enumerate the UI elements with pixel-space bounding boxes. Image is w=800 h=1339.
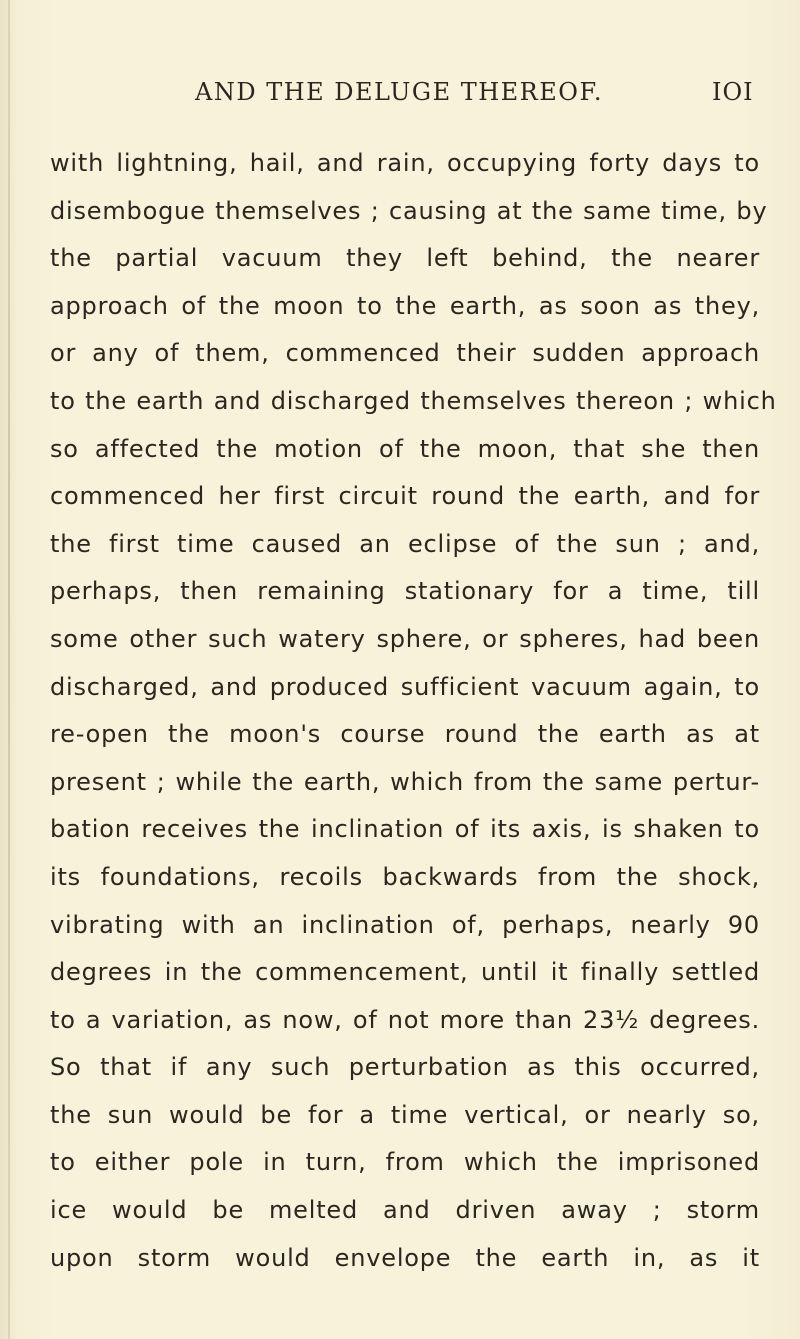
text-line: degrees in the commencement, until it finally settled bbox=[50, 958, 760, 987]
text-line: the partial vacuum they left behind, the nearer bbox=[50, 244, 760, 273]
text-line: the sun would be for a time vertical, or nearly so, bbox=[50, 1100, 760, 1129]
text-line: its foundations, recoils backwards from the shock, bbox=[50, 862, 760, 891]
text-line: commenced her first circuit round the earth, and for bbox=[50, 482, 760, 511]
text-line: perhaps, then remaining stationary for a time, till bbox=[50, 577, 760, 606]
page-header bbox=[0, 78, 800, 118]
text-line: upon storm would envelope the earth in, as it bbox=[50, 1243, 760, 1272]
text-line: to either pole in turn, from which the imprisoned bbox=[50, 1148, 760, 1177]
text-line: to a variation, as now, of not more than 23½ degrees. bbox=[50, 1005, 760, 1034]
page-gutter bbox=[8, 0, 10, 1339]
text-line: discharged, and produced sufficient vacuum again, to bbox=[50, 672, 760, 701]
text-line: approach of the moon to the earth, as soon as they, bbox=[50, 291, 760, 320]
text-line: bation receives the inclination of its axis, is shaken to bbox=[50, 815, 760, 844]
text-line: So that if any such perturbation as this occurred, bbox=[50, 1053, 760, 1082]
text-line: with lightning, hail, and rain, occupying forty days to bbox=[50, 149, 760, 177]
running-head: AND THE DELUGE THEREOF. bbox=[195, 78, 603, 106]
text-line: the first time caused an eclipse of the sun ; and, bbox=[50, 529, 760, 558]
page-number: IOI bbox=[712, 78, 754, 106]
text-line: disembogue themselves ; causing at the same time, by bbox=[50, 196, 768, 225]
text-line: to the earth and discharged themselves thereon ; which bbox=[50, 386, 777, 415]
text-line: vibrating with an inclination of, perhaps, nearly 90 bbox=[50, 910, 760, 939]
body-text bbox=[50, 140, 777, 1282]
text-line: or any of them, commenced their sudden approach bbox=[50, 339, 760, 368]
text-line: some other such watery sphere, or spheres, had been bbox=[50, 624, 760, 653]
text-line: ice would be melted and driven away ; storm bbox=[50, 1196, 760, 1225]
text-line: present ; while the earth, which from the same pertur- bbox=[50, 767, 760, 796]
text-line: re-open the moon's course round the earth as at bbox=[50, 720, 760, 749]
text-line: so affected the motion of the moon, that she then bbox=[50, 434, 760, 463]
